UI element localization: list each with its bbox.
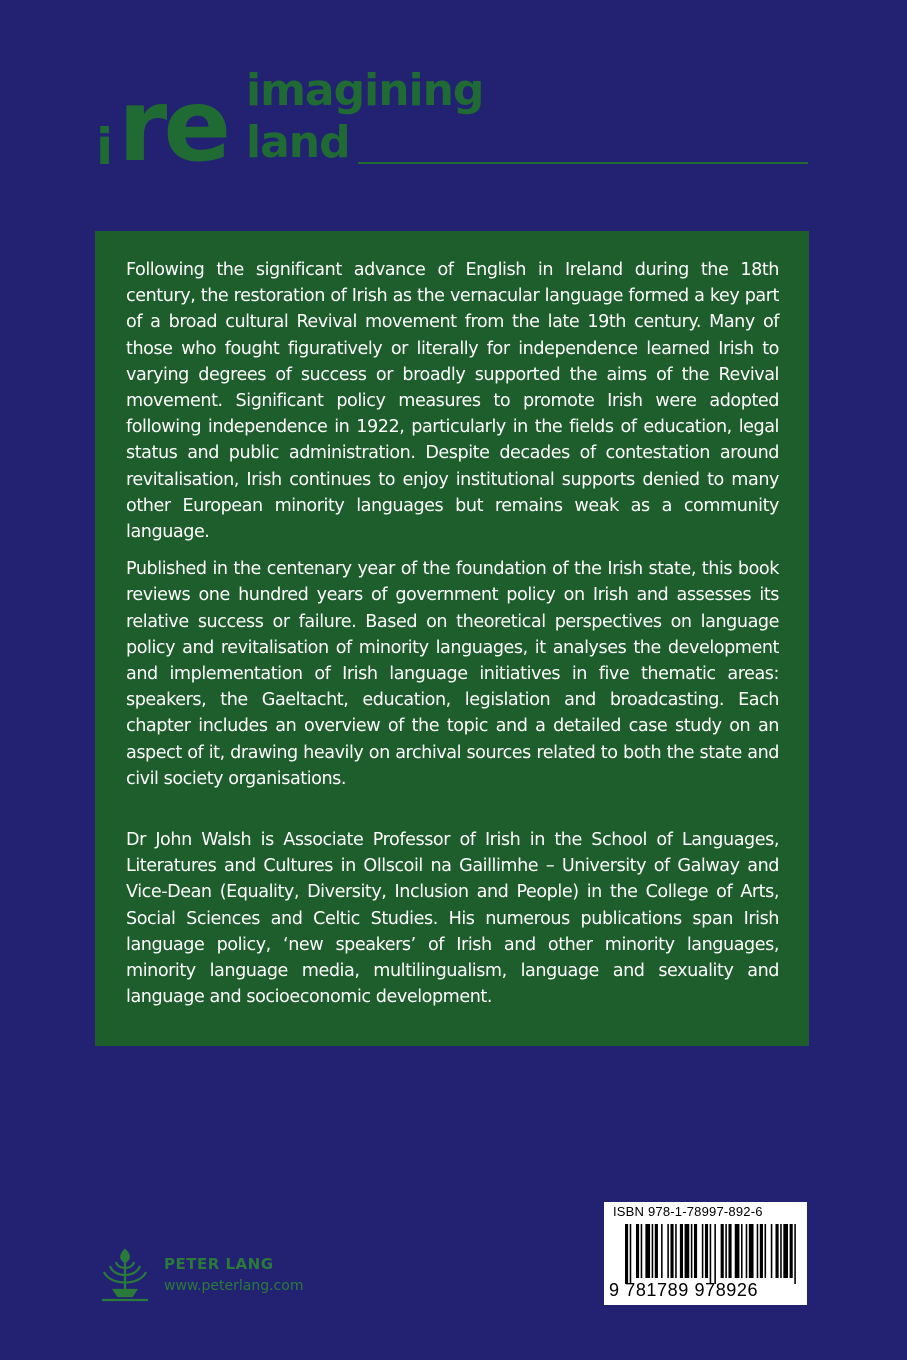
isbn-barcode bbox=[604, 1202, 807, 1305]
logo-letters-re: re bbox=[118, 67, 228, 184]
logo-underline bbox=[358, 162, 808, 164]
logo-letter-i: i bbox=[96, 118, 114, 176]
blurb-text bbox=[126, 257, 779, 1010]
isbn-digits: 9 781789 978926 bbox=[609, 1280, 759, 1300]
barcode-bars bbox=[625, 1224, 799, 1284]
publisher-name: PETER LANG bbox=[164, 1255, 274, 1273]
blurb-paragraph-1: Following the significant advance of English in Ireland during the 18th century, the restoration of Irish as the vernacular language formed a key part of a broad cultural Revival movement from the late 19th century. Many of those who fought figuratively or literally for independence learned Irish to varying degrees of success or broadly supported the aims of the Revival movement. Significant policy measures to promote Irish were adopted following independence in 1922, particularly in the fields of education, legal status and public administration. Despite decades of contestation around revitalisation, Irish continues to enjoy institutional supports denied to many other European minority languages but remains weak as a community language. bbox=[126, 260, 779, 543]
peter-lang-tree-icon bbox=[96, 1246, 154, 1304]
blurb-paragraph-2: Published in the centenary year of the foundation of the Irish state, this book reviews one hundred years of government policy on Irish and assesses its relative success or failure. Based on theoretical perspectives on language policy and revitalisation of minority languages, it analyses the development and implementation of Irish language initiatives in five thematic areas: speakers, the Gaeltacht, education, legislation and broadcasting. Each chapter includes an overview of the topic and a detailed case study on an aspect of it, drawing heavily on archival sources related to both the state and civil society organisations. bbox=[126, 559, 779, 789]
logo-word-land: land bbox=[246, 117, 350, 168]
logo-word-imagining: imagining bbox=[246, 65, 484, 116]
author-bio: Dr John Walsh is Associate Professor of Irish in the School of Languages, Literatures and Cultures in Ollscoil na Gaillimhe – University of Galway and Vice-Dean (Equality, Diversity, Inclusion and People) in the College of Arts, Social Sciences and Celtic Studies. His numerous publications span Irish language policy, ‘new speakers’ of Irish and other minority languages, minority language media, multilingualism, language and sexuality and language and socioeconomic development. bbox=[126, 830, 779, 1008]
publisher-url: www.peterlang.com bbox=[164, 1278, 304, 1294]
publisher-block bbox=[96, 1246, 416, 1306]
blurb-panel bbox=[95, 231, 809, 1046]
isbn-label: ISBN 978-1-78997-892-6 bbox=[613, 1204, 763, 1219]
series-logo bbox=[96, 60, 810, 184]
